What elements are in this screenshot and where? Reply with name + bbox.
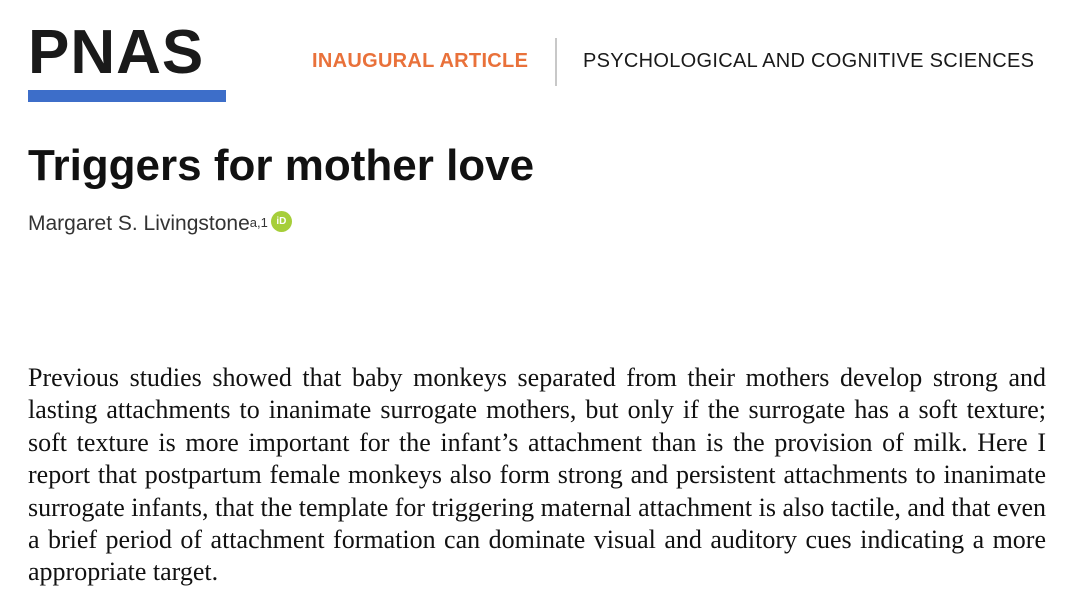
article-title: Triggers for mother love <box>28 141 535 190</box>
section-label[interactable]: INAUGURAL ARTICLE <box>312 50 529 72</box>
author-line <box>28 212 292 236</box>
abstract-text: Previous studies showed that baby monkeys separated from their mothers develop strong and lasting attachments to inanimate surrogate mothers, but only if the surrogate has a soft texture; soft texture is more important for the infant’s attachment than is the provision of milk. Here I report that postpartum female monkeys also form strong and persistent attachments to inanimate surrogate infants, that the template for triggering maternal attachment is also tactile, and that even a brief period of attachment formation can dominate visual and auditory cues indicating a more appropriate target. <box>28 363 1046 587</box>
orcid-icon[interactable]: iD <box>271 211 292 232</box>
header-divider <box>555 38 557 86</box>
author-affiliation: a,1 <box>249 214 268 230</box>
pnas-logo[interactable] <box>28 18 226 102</box>
subject-category[interactable]: PSYCHOLOGICAL AND COGNITIVE SCIENCES <box>583 50 1035 72</box>
logo-text: PNAS <box>28 18 205 87</box>
author-name[interactable]: Margaret S. Livingstone <box>28 212 250 235</box>
logo-underline-bar <box>28 90 226 102</box>
